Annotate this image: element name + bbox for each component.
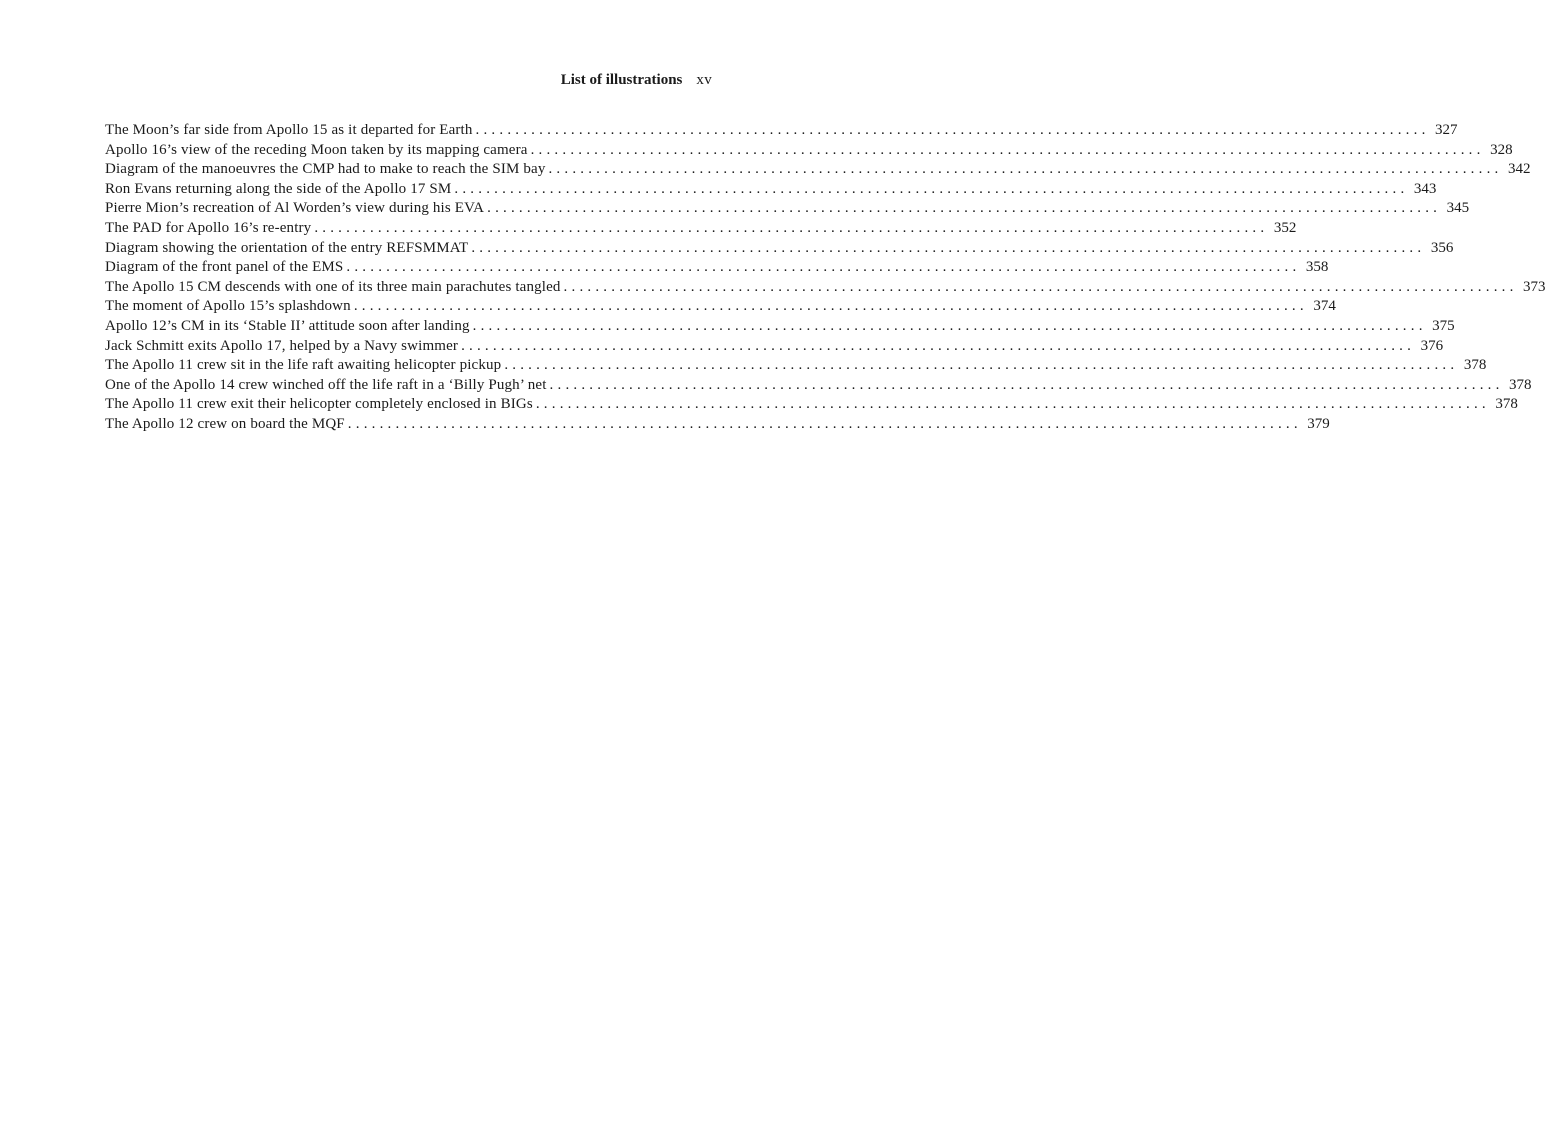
- page-number: xv: [696, 72, 712, 88]
- entry-page: 352: [1273, 219, 1297, 236]
- list-item: [105, 356, 1487, 376]
- dot-leader: ........................................................................................................................: [471, 239, 1426, 256]
- list-item: [105, 121, 1458, 141]
- dot-leader: ........................................................................................................................: [347, 415, 1302, 432]
- dot-leader: ........................................................................................................................: [535, 396, 1490, 413]
- entry-page: 342: [1507, 161, 1531, 178]
- entry-page: 343: [1413, 180, 1437, 197]
- entry-page: 328: [1490, 141, 1513, 158]
- entry-page: 373: [1523, 278, 1546, 295]
- dot-leader: ........................................................................................................................: [475, 122, 1430, 138]
- entry-caption: Ron Evans returning along the side of the Apollo 17 SM: [105, 180, 452, 197]
- dot-leader: ........................................................................................................................: [563, 278, 1518, 295]
- entry-page: 375: [1432, 317, 1455, 334]
- entry-page: 379: [1307, 415, 1330, 432]
- entry-caption: Apollo 12’s CM in its ‘Stable II’ attitude soon after landing: [105, 317, 470, 334]
- dot-leader: ........................................................................................................................: [461, 337, 1416, 354]
- dot-leader: ........................................................................................................................: [346, 259, 1301, 276]
- list-item: [105, 141, 1513, 161]
- dot-leader: ........................................................................................................................: [530, 141, 1485, 158]
- entry-caption: Diagram of the manoeuvres the CMP had to make to reach the SIM bay: [105, 161, 546, 178]
- list-item: [105, 297, 1336, 317]
- dot-leader: ........................................................................................................................: [487, 200, 1442, 217]
- list-item: [105, 258, 1329, 278]
- entry-page: 376: [1420, 337, 1444, 354]
- list-item: [105, 395, 1518, 415]
- dot-leader: ........................................................................................................................: [549, 376, 1504, 393]
- entry-caption: One of the Apollo 14 crew winched off the life raft in a ‘Billy Pugh’ net: [105, 376, 547, 393]
- list-item: [105, 239, 1454, 259]
- entry-caption: Diagram of the front panel of the EMS: [105, 259, 344, 276]
- section-title: List of illustrations: [560, 72, 683, 88]
- dot-leader: ........................................................................................................................: [353, 298, 1308, 315]
- list-item: [105, 278, 1546, 298]
- entry-page: 327: [1435, 122, 1458, 138]
- dot-leader: ........................................................................................................................: [472, 317, 1427, 334]
- entry-page: 378: [1463, 357, 1487, 374]
- entry-caption: The Apollo 15 CM descends with one of its three main parachutes tangled: [105, 278, 561, 295]
- entry-caption: The PAD for Apollo 16’s re-entry: [105, 219, 312, 236]
- entry-page: 356: [1430, 239, 1454, 256]
- dot-leader: ........................................................................................................................: [454, 180, 1409, 197]
- list-item: [105, 337, 1444, 357]
- dot-leader: ........................................................................................................................: [504, 357, 1459, 374]
- list-item: [105, 180, 1437, 200]
- illustrations-list: [105, 121, 1546, 435]
- list-item: [105, 376, 1532, 396]
- list-item: [105, 219, 1297, 239]
- running-header: [561, 70, 712, 90]
- entry-page: 358: [1305, 259, 1329, 276]
- list-item: [105, 317, 1455, 337]
- dot-leader: ........................................................................................................................: [314, 219, 1269, 236]
- entry-caption: The Moon’s far side from Apollo 15 as it departed for Earth: [105, 122, 473, 138]
- dot-leader: ........................................................................................................................: [548, 161, 1503, 178]
- entry-caption: Diagram showing the orientation of the entry REFSMMAT: [105, 239, 469, 256]
- entry-page: 378: [1495, 396, 1518, 413]
- entry-page: 378: [1509, 376, 1532, 393]
- entry-caption: The Apollo 12 crew on board the MQF: [105, 415, 345, 432]
- entry-page: 374: [1313, 298, 1336, 315]
- entry-page: 345: [1446, 200, 1470, 217]
- entry-caption: Pierre Mion’s recreation of Al Worden’s view during his EVA: [105, 200, 485, 217]
- entry-caption: The Apollo 11 crew sit in the life raft awaiting helicopter pickup: [105, 357, 502, 374]
- list-item: [105, 199, 1470, 219]
- entry-caption: The Apollo 11 crew exit their helicopter completely enclosed in BIGs: [105, 396, 533, 413]
- entry-caption: The moment of Apollo 15’s splashdown: [105, 298, 351, 315]
- entry-caption: Jack Schmitt exits Apollo 17, helped by a Navy swimmer: [105, 337, 459, 354]
- entry-caption: Apollo 16’s view of the receding Moon taken by its mapping camera: [105, 141, 528, 158]
- list-item: [105, 160, 1531, 180]
- list-item: [105, 415, 1330, 435]
